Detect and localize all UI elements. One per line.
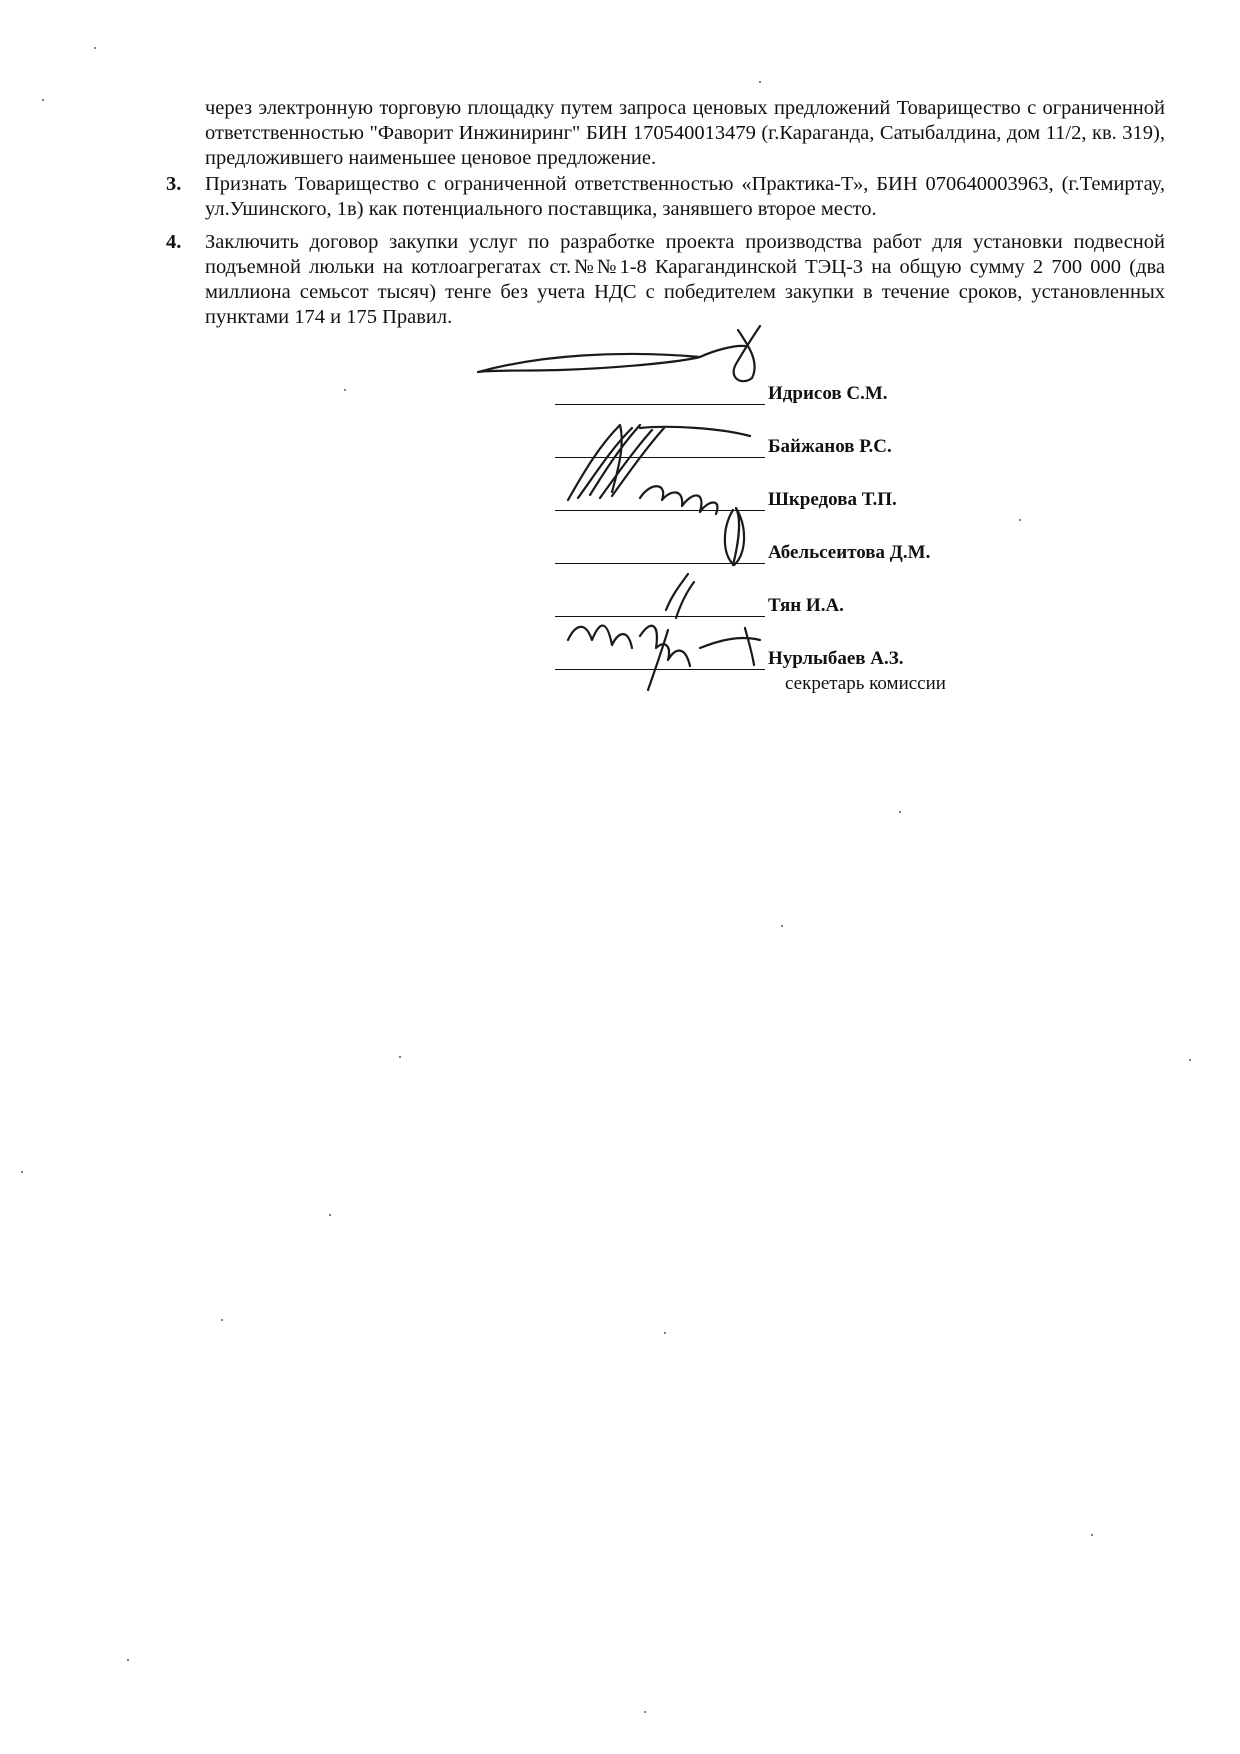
item-number: 4. xyxy=(166,231,182,253)
continuation-paragraph: через электронную торговую площадку путем запроса ценовых предложений Товарищество с ограниченной ответственностью "Фаворит Инжиниринг" БИН 170540013479 (г.Караганда, Сатыбалдина, дом 11/2, кв. 319), предложившего наименьшее ценовое предложение. xyxy=(205,97,1165,169)
signature-line xyxy=(555,404,765,405)
signature-block xyxy=(555,380,1055,720)
item-text: Заключить договор закупки услуг по разработке проекта производства работ для установки подвесной подъемной люльки на котлоагрегатах ст.№№1-8 Карагандинской ТЭЦ-3 на общую сумму 2 700 000 (два миллиона семьсот тысяч) тенге без учета НДС с победителем закупки в течение сроков, установленных пунктами 174 и 175 Правил. xyxy=(205,231,1165,328)
signature-idrisov xyxy=(478,326,760,381)
signatory-name: Абельсеитова Д.М. xyxy=(768,542,931,563)
signature-row-shkredova xyxy=(555,486,1035,516)
signature-line xyxy=(555,457,765,458)
item-text: Признать Товарищество с ограниченной ответственностью «Практика-Т», БИН 070640003963, (г.Темиртау, ул.Ушинского, 1в) как потенциального поставщика, занявшего второе место. xyxy=(205,173,1165,220)
signature-line xyxy=(555,510,765,511)
signatory-name: Нурлыбаев А.З. xyxy=(768,648,904,669)
signature-row-nurlybaev xyxy=(555,645,1035,694)
signatory-name: Байжанов Р.С. xyxy=(768,436,892,457)
signature-row-baizhanov xyxy=(555,433,1035,463)
signature-line xyxy=(555,563,765,564)
item-number: 3. xyxy=(166,173,182,195)
signatory-name: Шкредова Т.П. xyxy=(768,489,897,510)
signatory-role: секретарь комиссии xyxy=(785,673,946,694)
signatory-name: Идрисов С.М. xyxy=(768,383,888,404)
signatory-name: Тян И.А. xyxy=(768,595,844,616)
signature-row-idrisov xyxy=(555,380,1035,410)
signature-line xyxy=(555,669,765,670)
signature-row-abelseitova xyxy=(555,539,1035,569)
signature-row-tyan xyxy=(555,592,1035,622)
signature-line xyxy=(555,616,765,617)
